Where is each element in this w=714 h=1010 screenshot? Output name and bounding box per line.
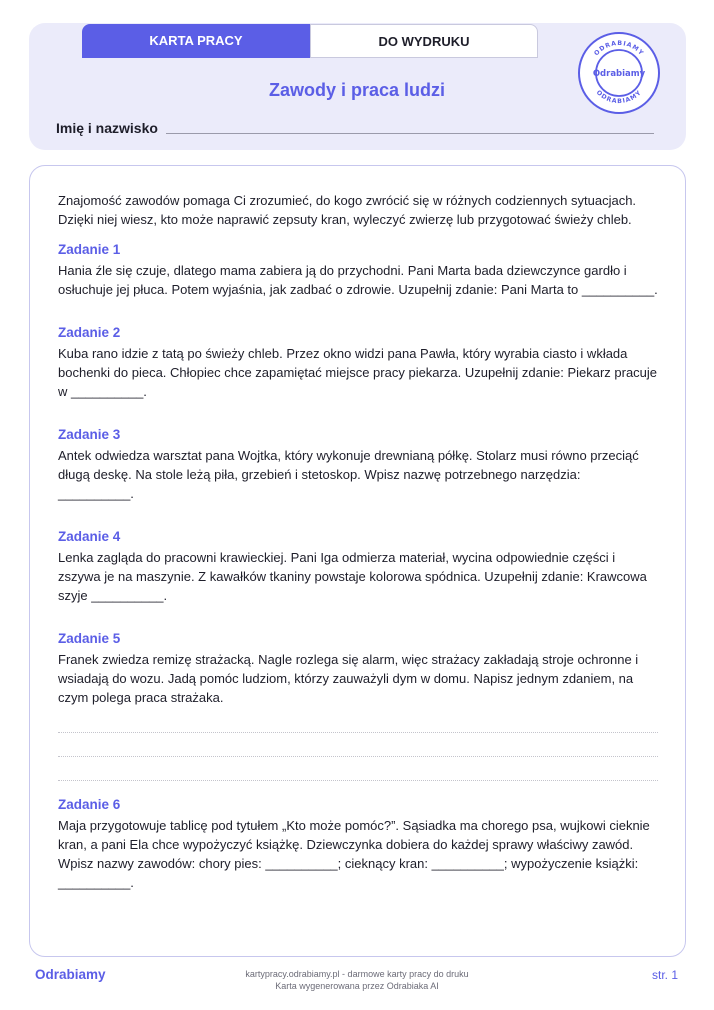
task-title: Zadanie 4	[58, 529, 121, 544]
task-title: Zadanie 2	[58, 325, 121, 340]
task-1	[58, 240, 658, 299]
footer-site[interactable]: kartypracy.odrabiamy.pl - darmowe karty pracy do druku	[245, 969, 469, 979]
answer-line[interactable]	[58, 709, 658, 733]
name-line	[166, 133, 654, 134]
task-title: Zadanie 6	[58, 797, 121, 812]
svg-text:ODRABIAMY: ODRABIAMY	[592, 39, 646, 58]
task-3	[58, 425, 658, 503]
odrabiamy-stamp-logo	[577, 31, 661, 115]
worksheet-content	[58, 191, 658, 916]
intro-text: Znajomość zawodów pomaga Ci zrozumieć, do kogo zwrócić się w różnych codziennych sytuacjach. Dzięki niej wiesz, kto może naprawić zepsuty kran, wyleczyć zwierzę lub przygotować świeży chleb.	[58, 193, 637, 227]
tab-karta-pracy[interactable]: KARTA PRACY	[82, 24, 310, 58]
task-text: Hania źle się czuje, dlatego mama zabiera ją do przychodni. Pani Marta bada dziewczynce gardło i osłuchuje jej płuca. Potem wyjaśnia, jak zadbać o zdrowie. Uzupełnij zdanie: Pani Marta to __________.	[58, 263, 658, 297]
task-text: Antek odwiedza warsztat pana Wojtka, który wykonuje drewnianą półkę. Stolarz musi równo przeciąć długą deskę. Na stole leżą piła, grzebień i stetoskop. Wpisz nazwę potrzebnego narzędzia: __________.	[58, 448, 639, 501]
answer-line[interactable]	[58, 733, 658, 757]
task-title: Zadanie 5	[58, 631, 121, 646]
task-6	[58, 795, 658, 892]
task-5	[58, 629, 658, 707]
answer-lines	[58, 709, 658, 781]
task-2	[58, 323, 658, 401]
task-title: Zadanie 3	[58, 427, 121, 442]
task-text: Lenka zagląda do pracowni krawieckiej. Pani Iga odmierza materiał, wycina odpowiednie części i zszywa je na maszynie. Z kawałków tkaniny powstaje kolorowa spódnica. Uzupełnij zdanie: Krawcowa szyje __________.	[58, 550, 647, 603]
task-text: Maja przygotowuje tablicę pod tytułem „Kto może pomóc?”. Sąsiadka ma chorego psa, wujkowi cieknie kran, a pani Ela chce wypożyczyć książkę. Dziewczynka dobiera do każdej sprawy właściwy zawód. Wpisz nazwy zawodów: chory pies: __________; cieknący kran: __________; wypożyczenie książki: __________.	[58, 818, 650, 890]
page-number: str. 1	[651, 968, 678, 982]
page-title: Zawody i praca ludzi	[268, 80, 446, 100]
svg-text:ODRABIAMY: ODRABIAMY	[594, 89, 644, 106]
answer-line[interactable]	[58, 757, 658, 781]
name-label: Imię i nazwisko	[56, 120, 158, 136]
task-4	[58, 527, 658, 605]
task-title: Zadanie 1	[58, 242, 121, 257]
task-text: Kuba rano idzie z tatą po świeży chleb. Przez okno widzi pana Pawła, który wyrabia ciasto i wkłada bochenki do pieca. Chłopiec chce zapamiętać miejsce pracy piekarza. Uzupełnij zdanie: Piekarz pracuje w __________.	[58, 346, 658, 399]
footer-generated: Karta wygenerowana przez Odrabiaka AI	[275, 981, 439, 991]
tab-do-wydruku[interactable]: DO WYDRUKU	[310, 24, 538, 58]
footer-brand[interactable]: Odrabiamy	[35, 967, 106, 982]
footer-info	[182, 968, 532, 992]
task-text: Franek zwiedza remizę strażacką. Nagle rozlega się alarm, więc strażacy zakładają stroje ochronne i wsiadają do wozu. Jadą pomóc ludziom, którzy zauważyli dym w domu. Napisz jednym zdaniem, na czym polega praca strażaka.	[58, 652, 639, 705]
svg-text:Odrabiamy: Odrabiamy	[592, 69, 646, 79]
